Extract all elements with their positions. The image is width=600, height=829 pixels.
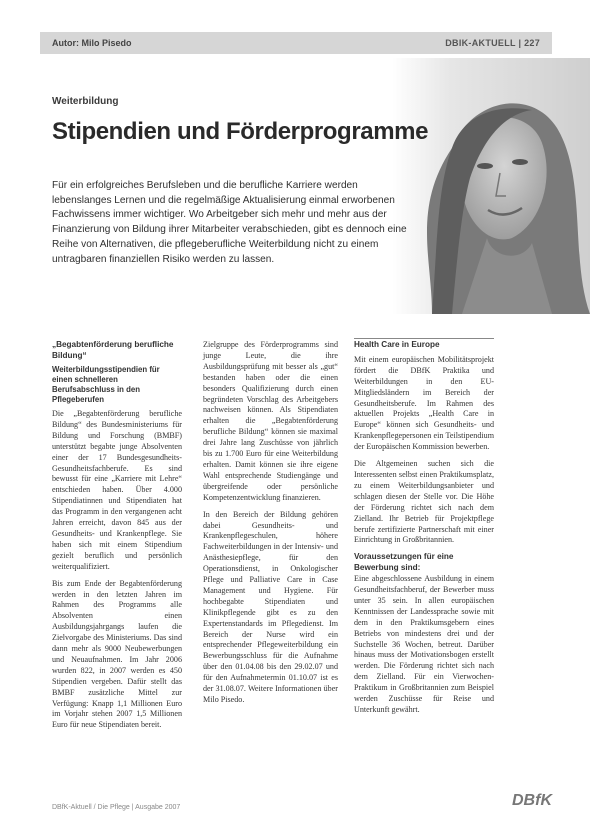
portrait-photo [392, 58, 590, 314]
column-3-heading: Health Care in Europe [354, 340, 440, 349]
requirements-heading: Voraussetzungen für eine Bewerbung sind: [354, 552, 454, 573]
column-1-heading: „Begabtenförderung berufliche Bildung“ [52, 340, 174, 360]
section-kicker: Weiterbildung [52, 96, 119, 107]
column-2 [203, 340, 338, 712]
issue-label: DBIK-AKTUELL | 227 [445, 38, 540, 48]
column-1-subheading: Weiterbildungsstipendien für einen schnelleren Berufsabschluss in den Pflegeberufen [52, 365, 160, 404]
intro-paragraph: Für ein erfolgreiches Berufsleben und die berufliche Karriere werden lebenslanges Lernen und die regelmäßige Aktualisierung einmal erworbenen Fachwissens immer wichtiger. Wo Arbeitgeber sich mehr und mehr aus der Finanzierung von Bildung ihrer Mitarbeiter verabschieden, gibt es dennoch eine Reihe von Alternativen, die pflegeberufliche Weiterbildung nicht zu einem untragbaren finanziellen Risiko werden zu lassen. [52, 180, 407, 265]
portrait-illustration [392, 58, 590, 314]
column-3 [354, 340, 494, 722]
column-1-paragraph: Die „Begabtenförderung berufliche Bildung“ des Bundesministeriums für Bildung und Forschung (BMBF) unterstützt begabte junge Absolventen einer der 17 Bundesgesundheits-Gesundheitsfachberufe. Es sind bewusst für eine „Karriere mit Lehre“ entschieden haben. Über 4.000 Stipendiatinnen und Stipendiaten hat das Programm in den vergangenen acht Jahren erreicht, davon 845 aus der Gesundheits- und Krankenpflege. Sie haben sich mit einem Stipendium gezielt beruflich und persönlich weiterqualifiziert. [52, 409, 182, 571]
column-3-paragraph: Mit einem europäischen Mobilitätsprojekt fördert die DBfK Praktika und Weiterbildungen in den EU-Mitgliedsländern im Bereich der Gesundheitsberufe. Im Rahmen des aktuellen Projekts „Health Care in Europe“ können sich Gesundheits- und Krankenpflegepersonen ein Teilstipendium der Europäischen Kommission bewerben. [354, 354, 494, 452]
column-1 [52, 340, 182, 737]
column-1-paragraph: Bis zum Ende der Begabtenförderung werden in den letzten Jahren im Rahmen des Programms alle Absolventen einen Ausbildungsjahrgangs laufen die Zielvorgabe des Ministeriums. Das sind dann mehr als 9000 Neubewerbungen und Neuaufnahmen. Im Jahr 2006 wurden 822, in 2007 werden es 450 Stipendien vergeben. Dafür stellt das BMBF zusätzliche Mittel zur Verfügung: Knapp 1,1 Millionen Euro im Vorjahr stehen 2007 1,5 Millionen Euro für neue Stipendiaten bereit. [52, 578, 182, 730]
column-3-paragraph: Die Altgemeinen suchen sich die Interessenten selbst einen Praktikumsplatz, zu einem Weiterbildungsanbieter und schlagen diesen der Stelle vor. Die Höhe der Förderung richtet sich nach dem Zielland. Ihr Betrieb für Projektpflege berufe zertifizierte Partnerschaft mit einer Einrichtung in Großbritannien. [354, 459, 494, 545]
header-bar [40, 32, 552, 54]
column-2-paragraph: In den Bereich der Bildung gehören dabei Gesundheits- und Krankenpflegeschulen, höhere Fachweiterbildungen in der Intensiv- und Anästhesiepflege, für den Operationsdienst, in Onkologischer Pflege und Palliative Care in Case Management und Hygiene. Für hochbegabte Stipendiaten und Klinikpflegende gibt es zu den Expertenstandards im Pflegedienst. Im Bereich der Nurse wird ein entsprechender Pflegeweiterbildung ein Bewerbungsschluss für die Aufnahme über den 01.04.08 bis den 29.02.07 und für den Aufnahmetermin 01.10.07 ist es der 31.08.07. Weitere Informationen über Milo Pisedo. [203, 509, 338, 704]
author-line: Autor: Milo Pisedo [52, 38, 132, 48]
logo-wordmark: DBfK [512, 792, 552, 809]
column-3-rule [354, 338, 494, 339]
column-2-paragraph: Zielgruppe des Förderprogramms sind junge Leute, die ihre Ausbildungsprüfung mit besser als „gut“ bestanden haben oder die einen besonders Qualifizierung durch einen begründeten Vorschlag des Arbeitgebers nachweisen können. Als Stipendiaten erhalten die „Begabtenförderung berufliche Bildung“ können sie maximal drei Jahre lang Zuschüsse von jährlich bis zu 1.700 Euro für eine Weiterbildung erhalten. Damit können sie ihre eigene Wahl entsprechende Studiengänge und übergreifende oder persönliche Kompetenzentwicklung finanzieren. [203, 340, 338, 502]
requirements-text: Eine abgeschlossene Ausbildung in einem Gesundheitsfachberuf, der Bewerber muss unter 35 sein. In allen europäischen Kenntnissen der Landessprache sowie mit dem in den Praktikumsgebern eines Betriebs von mindestens drei und der Suchstelle 36 Wochen, betreut. Darüber hinaus muss der Motivationsbogen erstellt werden. Die Förderung richtet sich nach dem Zielland. Für ein Vierwochen-Praktikum in Großbritannien zum Beispiel werden Zuschüsse für Reise und Unterkunft gewährt. [354, 574, 494, 714]
dbfk-logo [512, 792, 572, 816]
footer-note: DBfK-Aktuell / Die Pflege | Ausgabe 2007 [52, 804, 181, 811]
page-title: Stipendien und Förderprogramme [52, 118, 429, 145]
